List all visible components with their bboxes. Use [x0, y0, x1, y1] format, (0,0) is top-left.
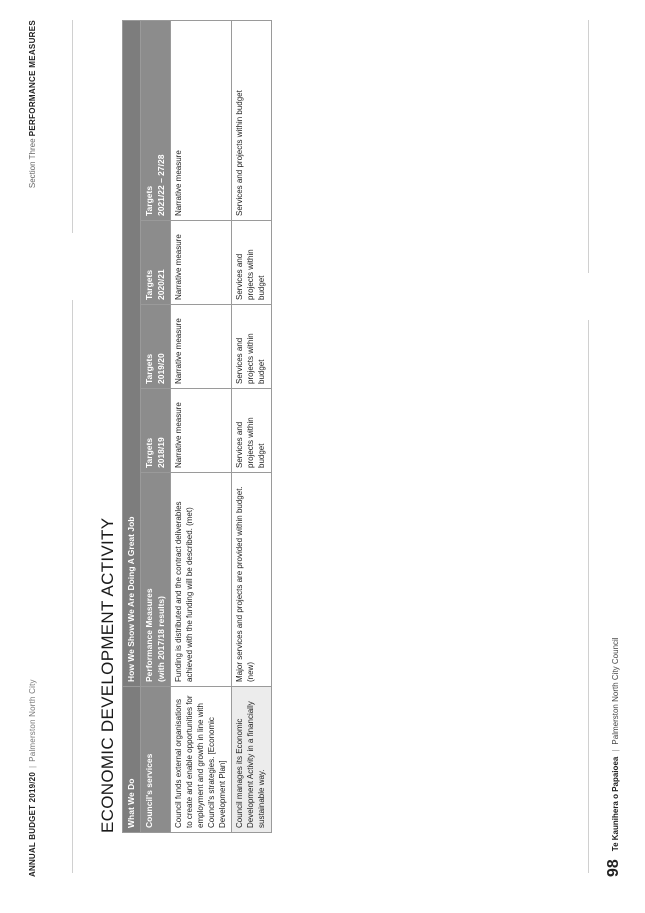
page-number: 98	[605, 859, 622, 877]
footer-council-name: Palmerston North City Council	[611, 637, 620, 745]
footer-maori-name: Te Kaunihera o Papaioea	[611, 756, 620, 852]
performance-table	[122, 20, 272, 833]
col-target-2-year: 2019/20	[155, 353, 166, 384]
top-rule	[72, 300, 73, 873]
col-target-1-year: 2018/19	[155, 437, 166, 468]
row-measure: Funding is distributed and the contract deliverables achieved with the funding will be described. (met)	[171, 473, 232, 687]
col-target-3	[141, 221, 171, 305]
footer-separator: |	[611, 749, 620, 752]
header-org: Palmerston North City	[28, 679, 37, 762]
header-separator: |	[28, 765, 37, 769]
row-target-3: Narrative measure	[171, 221, 232, 305]
col-target-2-label: Targets	[144, 353, 155, 384]
table-row	[232, 21, 271, 833]
col-target-4-label: Targets	[144, 185, 155, 216]
section-header	[28, 20, 37, 188]
col-services: Council's services	[141, 687, 171, 833]
doc-title: ANNUAL BUDGET 2019/20	[28, 772, 37, 877]
row-measure: Major services and projects are provided within budget. (new)	[232, 473, 271, 687]
col-target-1-label: Targets	[144, 437, 155, 468]
row-service: Council funds external organisations to create and enable opportunities for employment and growth in line with Council's strategies. [Economic Development Plan]	[171, 687, 232, 833]
table-header-row	[141, 21, 171, 833]
section-label: Section Three	[28, 138, 37, 189]
bottom-rule-right	[588, 20, 589, 273]
row-target-1: Services and projects within budget	[232, 389, 271, 473]
running-header	[28, 679, 37, 877]
band-how-we-show: How We Show We Are Doing A Great Job	[123, 21, 141, 687]
col-target-1	[141, 389, 171, 473]
row-target-4: Services and projects within budget	[232, 21, 271, 221]
col-target-2	[141, 305, 171, 389]
section-name: PERFORMANCE MEASURES	[28, 20, 37, 137]
page-title: ECONOMIC DEVELOPMENT ACTIVITY	[98, 517, 117, 833]
row-target-1: Narrative measure	[171, 389, 232, 473]
row-target-2: Services and projects within budget	[232, 305, 271, 389]
footer	[605, 637, 623, 877]
table-row	[171, 21, 232, 833]
col-measures	[141, 473, 171, 687]
col-measures-line2: (with 2017/18 results)	[155, 596, 166, 682]
col-target-4	[141, 21, 171, 221]
col-target-3-label: Targets	[144, 269, 155, 300]
bottom-rule	[588, 320, 589, 873]
row-service: Council manages its Economic Development Activity in a financially sustainable way.	[232, 687, 271, 833]
row-target-3: Services and projects within budget	[232, 221, 271, 305]
col-measures-line1: Performance Measures	[144, 588, 155, 682]
row-target-2: Narrative measure	[171, 305, 232, 389]
col-target-3-year: 2020/21	[155, 269, 166, 300]
top-rule-right	[72, 20, 73, 233]
band-what-we-do: What We Do	[123, 687, 141, 833]
table-band-row	[123, 21, 141, 833]
row-target-4: Narrative measure	[171, 21, 232, 221]
col-target-4-year: 2021/22 – 27/28	[155, 154, 166, 216]
